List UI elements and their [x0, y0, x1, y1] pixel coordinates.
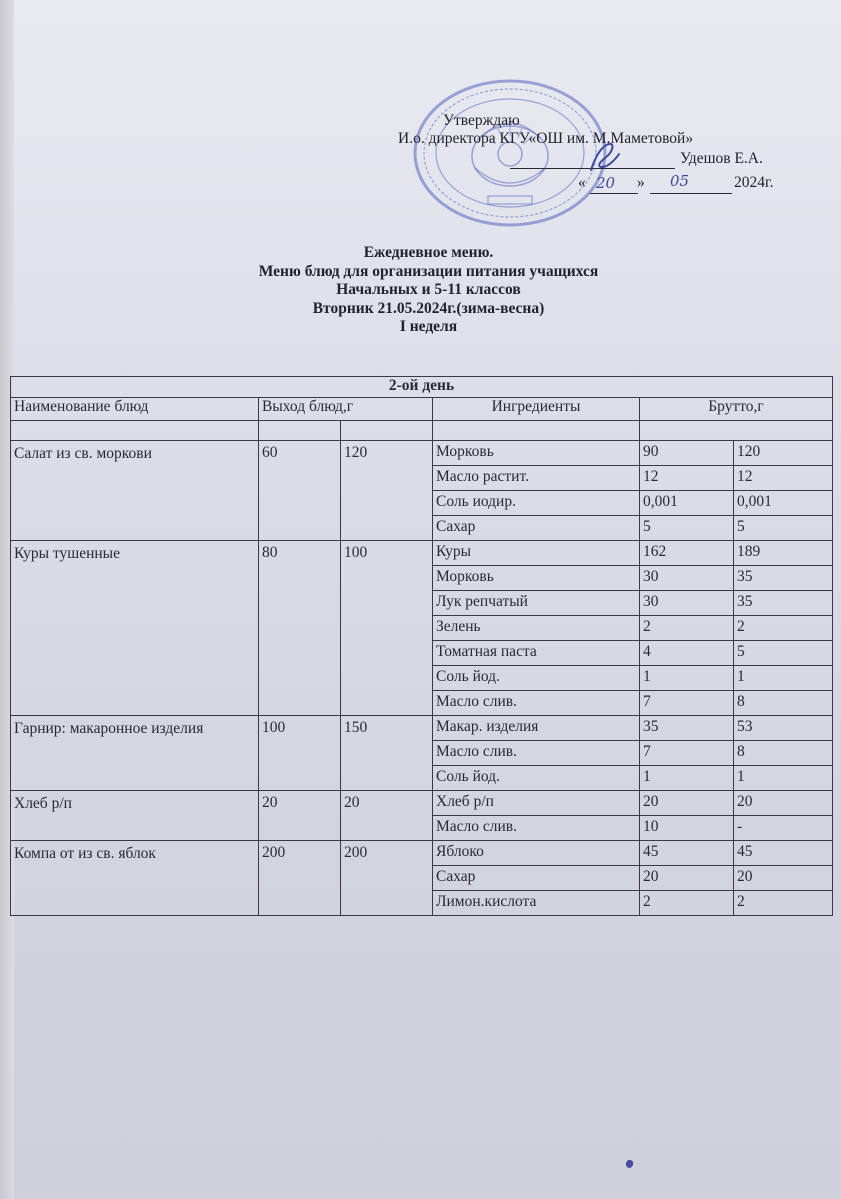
dish-name: Гарнир: макаронное изделия	[11, 716, 259, 791]
day-label: 2-ой день	[11, 377, 833, 398]
date-day-handwritten: 20	[596, 174, 616, 192]
dish-output-primary: 80	[259, 541, 341, 716]
title-daily-menu: Ежедневное меню.	[363, 244, 494, 261]
title-week: I неделя	[399, 318, 458, 335]
approver-name: Удешов Е.А.	[680, 150, 763, 167]
date-month-line	[650, 193, 732, 194]
dish-row	[11, 841, 833, 866]
ink-mark	[625, 1159, 634, 1169]
gross-primary: 12	[640, 466, 734, 491]
gross-secondary: 35	[734, 566, 833, 591]
dish-row	[11, 541, 833, 566]
title-menu-description: Меню блюд для организации питания учащихся	[258, 262, 599, 280]
dish-name: Хлеб р/п	[11, 791, 259, 841]
gross-primary: 30	[640, 566, 734, 591]
date-quote-close: »	[637, 174, 645, 191]
gross-secondary: 12	[734, 466, 833, 491]
dish-output-primary: 200	[259, 841, 341, 916]
ingredient-name: Куры	[433, 541, 640, 566]
ingredient-name: Макар. изделия	[433, 716, 640, 741]
gross-secondary: 189	[734, 541, 833, 566]
dish-row	[11, 716, 833, 741]
gross-secondary: 5	[734, 641, 833, 666]
gross-secondary: 53	[734, 716, 833, 741]
gross-primary: 4	[640, 641, 734, 666]
gross-primary: 1	[640, 766, 734, 791]
gross-secondary: -	[734, 816, 833, 841]
date-quote-open: «	[578, 174, 586, 191]
dish-output-primary: 60	[259, 441, 341, 541]
gross-primary: 7	[640, 691, 734, 716]
ingredient-name: Сахар	[433, 516, 640, 541]
gross-primary: 162	[640, 541, 734, 566]
ingredient-name: Соль иодир.	[433, 491, 640, 516]
gross-secondary: 35	[734, 591, 833, 616]
ingredient-name: Соль йод.	[433, 666, 640, 691]
gross-secondary: 20	[734, 791, 833, 816]
dish-output-secondary: 200	[341, 841, 433, 916]
dish-output-primary: 20	[259, 791, 341, 841]
gross-secondary: 1	[734, 666, 833, 691]
approver-position: И.о. директора КГУ«ОШ им. М.Маметовой»	[398, 130, 694, 147]
subheader-empty-cell	[341, 421, 433, 441]
gross-primary: 7	[640, 741, 734, 766]
title-classes: Начальных и 5-11 классов	[336, 281, 521, 298]
gross-primary: 5	[640, 516, 734, 541]
ingredient-name: Хлеб р/п	[433, 791, 640, 816]
dish-row	[11, 441, 833, 466]
gross-primary: 20	[640, 866, 734, 891]
ingredient-name: Лук репчатый	[433, 591, 640, 616]
table-day-row	[11, 377, 833, 398]
ingredient-name: Томатная паста	[433, 641, 640, 666]
gross-primary: 10	[640, 816, 734, 841]
gross-secondary: 2	[734, 891, 833, 916]
approval-heading: Утверждаю	[443, 112, 520, 129]
table-subheader-row	[11, 421, 833, 441]
date-year: 2024г.	[734, 174, 774, 191]
ingredient-name: Морковь	[433, 441, 640, 466]
header-ingredients: Ингредиенты	[433, 398, 640, 421]
gross-primary: 30	[640, 591, 734, 616]
gross-secondary: 2	[734, 616, 833, 641]
date-day-line	[590, 193, 638, 194]
menu-table	[10, 376, 833, 916]
ingredient-name: Масло слив.	[433, 741, 640, 766]
official-stamp	[410, 78, 610, 228]
gross-secondary: 0,001	[734, 491, 833, 516]
approval-block	[0, 0, 841, 230]
gross-primary: 2	[640, 891, 734, 916]
subheader-empty-cell	[259, 421, 341, 441]
gross-secondary: 45	[734, 841, 833, 866]
gross-primary: 2	[640, 616, 734, 641]
gross-primary: 35	[640, 716, 734, 741]
gross-primary: 20	[640, 791, 734, 816]
dish-output-secondary: 100	[341, 541, 433, 716]
ingredient-name: Лимон.кислота	[433, 891, 640, 916]
header-output: Выход блюд,г	[259, 398, 433, 421]
gross-secondary: 20	[734, 866, 833, 891]
header-dish-name: Наименование блюд	[11, 398, 259, 421]
title-date: Вторник 21.05.2024г.(зима-весна)	[312, 299, 545, 317]
dish-name: Салат из св. моркови	[11, 441, 259, 541]
gross-secondary: 8	[734, 691, 833, 716]
subheader-empty-cell	[640, 421, 833, 441]
gross-secondary: 120	[734, 441, 833, 466]
subheader-empty-cell	[433, 421, 640, 441]
ingredient-name: Сахар	[433, 866, 640, 891]
gross-primary: 1	[640, 666, 734, 691]
gross-secondary: 8	[734, 741, 833, 766]
dish-row	[11, 791, 833, 816]
gross-primary: 45	[640, 841, 734, 866]
ingredient-name: Соль йод.	[433, 766, 640, 791]
handwritten-signature	[585, 140, 625, 174]
gross-primary: 90	[640, 441, 734, 466]
ingredient-name: Масло слив.	[433, 816, 640, 841]
gross-secondary: 1	[734, 766, 833, 791]
ingredient-name: Масло слив.	[433, 691, 640, 716]
date-month-handwritten: 05	[670, 172, 690, 190]
dish-name: Куры тушенные	[11, 541, 259, 716]
dish-output-secondary: 120	[341, 441, 433, 541]
gross-primary: 0,001	[640, 491, 734, 516]
dish-output-secondary: 20	[341, 791, 433, 841]
ingredient-name: Масло растит.	[433, 466, 640, 491]
ingredient-name: Морковь	[433, 566, 640, 591]
subheader-empty-cell	[11, 421, 259, 441]
gross-secondary: 5	[734, 516, 833, 541]
table-header-row	[11, 398, 833, 421]
dish-output-primary: 100	[259, 716, 341, 791]
dish-output-secondary: 150	[341, 716, 433, 791]
dish-name: Компа от из св. яблок	[11, 841, 259, 916]
header-gross: Брутто,г	[640, 398, 833, 421]
document-titles	[0, 244, 841, 337]
ingredient-name: Яблоко	[433, 841, 640, 866]
ingredient-name: Зелень	[433, 616, 640, 641]
